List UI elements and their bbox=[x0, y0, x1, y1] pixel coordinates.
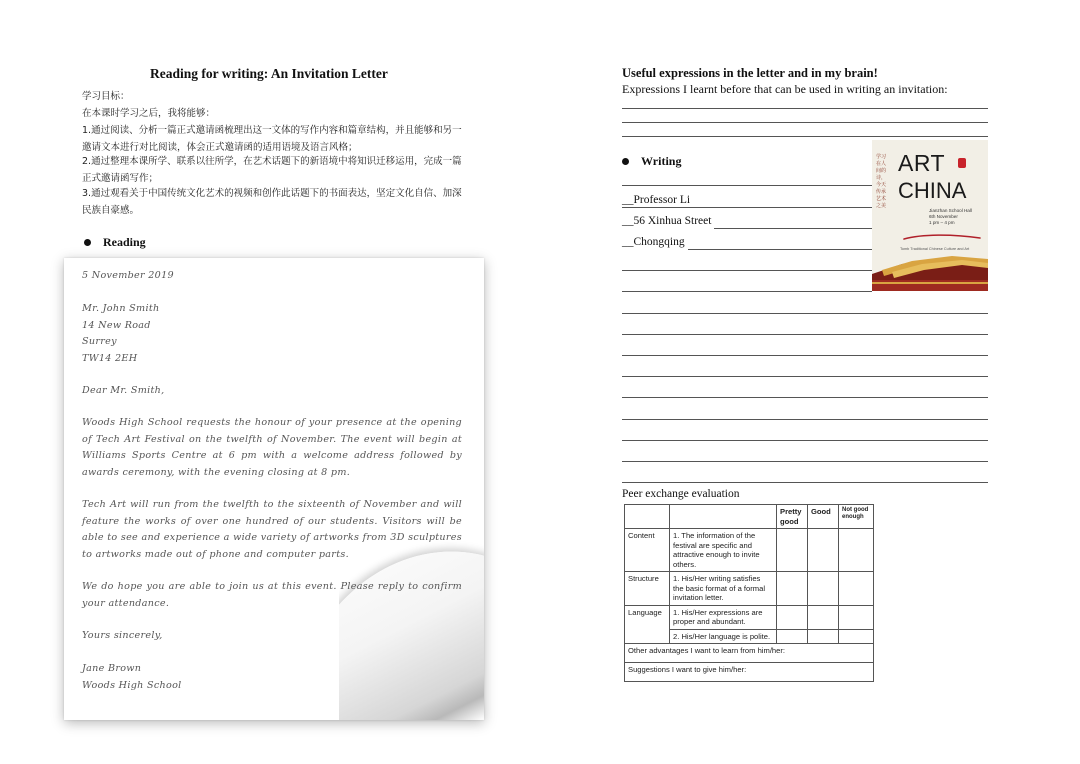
criterion-cell: 1. The information of the festival are specific and attractive enough to invite others. bbox=[670, 529, 777, 572]
peer-evaluation-title: Peer exchange evaluation bbox=[622, 488, 740, 500]
poster-china-title: CHINA bbox=[898, 178, 967, 203]
letter-paragraph: Woods High School requests the honour of your presence at the opening of Tech Art Festival on the twelfth of November. The event will begin at Williams Sports Centre at 6 pm with a welcome address followed by awards ceremony, with the evening closing at 8 pm. bbox=[82, 417, 462, 478]
category-cell: Content bbox=[625, 529, 670, 572]
recipient-name-line: __Professor Li bbox=[622, 194, 691, 206]
address-line: 14 New Road bbox=[82, 319, 151, 331]
letter-address bbox=[82, 301, 159, 367]
reading-heading-label: Reading bbox=[103, 235, 146, 249]
letter-date: 5 November 2019 bbox=[82, 270, 174, 281]
letter-signature bbox=[82, 661, 182, 694]
learning-goals-heading: 学习目标： bbox=[82, 91, 130, 102]
writing-line[interactable] bbox=[622, 397, 988, 398]
poster-date: 6th November bbox=[929, 214, 958, 219]
suggestions-cell[interactable]: Suggestions I want to give him/her: bbox=[625, 663, 874, 682]
header-not-good-enough: Not good enough bbox=[839, 505, 874, 529]
reading-heading bbox=[84, 235, 146, 250]
writing-line[interactable] bbox=[622, 122, 988, 123]
writing-line[interactable] bbox=[622, 419, 988, 420]
poster-tagline: Tomb Traditional Chinese Culture and Art bbox=[900, 247, 970, 251]
poster-art-title: ART bbox=[898, 150, 946, 176]
peer-evaluation-table bbox=[624, 504, 874, 682]
rating-cell[interactable] bbox=[839, 605, 874, 629]
writing-line[interactable] bbox=[714, 228, 872, 229]
writing-line[interactable] bbox=[622, 270, 872, 271]
pagoda-roof-icon bbox=[872, 252, 988, 291]
signature-school: Woods High School bbox=[82, 679, 182, 691]
category-cell: Structure bbox=[625, 572, 670, 606]
address-line: Surrey bbox=[82, 336, 117, 348]
rating-cell[interactable] bbox=[777, 629, 808, 644]
rating-cell[interactable] bbox=[839, 629, 874, 644]
table-row bbox=[625, 644, 874, 663]
criterion-cell: 2. His/Her language is polite. bbox=[670, 629, 777, 644]
recipient-street-line: __56 Xinhua Street bbox=[622, 215, 712, 227]
bullet-icon bbox=[84, 239, 91, 246]
learning-goal-2: 2.通过整理本课所学、联系以往所学，在艺术话题下的新语境中将知识迁移运用，完成一篇正式邀请函写作； bbox=[82, 156, 462, 184]
writing-line[interactable] bbox=[622, 207, 872, 208]
writing-line[interactable] bbox=[622, 313, 988, 314]
table-row bbox=[625, 663, 874, 682]
table-row bbox=[625, 572, 874, 606]
writing-heading-label: Writing bbox=[641, 154, 682, 168]
header-cell bbox=[625, 505, 670, 529]
letter-closing: Yours sincerely, bbox=[82, 630, 163, 641]
writing-heading bbox=[622, 154, 681, 169]
category-cell: Language bbox=[625, 605, 670, 644]
writing-line[interactable] bbox=[622, 355, 988, 356]
rating-cell[interactable] bbox=[839, 529, 874, 572]
rating-cell[interactable] bbox=[777, 572, 808, 606]
recipient-city-line: __Chongqing bbox=[622, 236, 685, 248]
learning-goal-3: 3.通过观看关于中国传统文化艺术的视频和创作此话题下的书面表达，坚定文化自信、加深民族自豪感。 bbox=[82, 188, 462, 216]
letter-paragraph: Tech Art will run from the twelfth to the sixteenth of November and will feature the works of over one hundred of our students. Visitors will be able to see and experience a wide variety of artworks from 3D sculptures to artworks made out of phone and computer parts. bbox=[82, 499, 462, 560]
writing-line[interactable] bbox=[622, 185, 872, 186]
rating-cell[interactable] bbox=[839, 572, 874, 606]
criterion-cell: 1. His/Her writing satisfies the basic format of a formal invitation letter. bbox=[670, 572, 777, 606]
art-china-poster bbox=[872, 140, 988, 291]
writing-line[interactable] bbox=[622, 108, 988, 109]
address-line: Mr. John Smith bbox=[82, 303, 160, 314]
rating-cell[interactable] bbox=[808, 529, 839, 572]
learning-goals-intro: 在本课时学习之后，我将能够： bbox=[82, 108, 216, 119]
useful-expressions-subtitle: Expressions I learnt before that can be used in writing an invitation: bbox=[622, 82, 948, 96]
criterion-cell: 1. His/Her expressions are proper and abundant. bbox=[670, 605, 777, 629]
writing-line[interactable] bbox=[622, 291, 872, 292]
writing-line[interactable] bbox=[688, 249, 872, 250]
address-line: TW14 2EH bbox=[82, 352, 138, 364]
rating-cell[interactable] bbox=[808, 605, 839, 629]
writing-line[interactable] bbox=[622, 136, 988, 137]
poster-venue: Jianzhan School Hall bbox=[929, 208, 972, 213]
poster-vertical-text: 学习在人间的诗，今天传承艺术之美 bbox=[876, 154, 887, 209]
writing-line[interactable] bbox=[622, 461, 988, 462]
letter-paragraph: We do hope you are able to join us at this event. Please reply to confirm your attendance. bbox=[82, 581, 462, 609]
header-pretty-good: Pretty good bbox=[777, 505, 808, 529]
brush-stroke-icon bbox=[902, 232, 982, 242]
table-row bbox=[625, 529, 874, 572]
poster-time: 1 pm – 4 pm bbox=[929, 220, 955, 225]
learning-goal-1: 1.通过阅读、分析一篇正式邀请函梳理出这一文体的写作内容和篇章结构，并且能够和另一邀请文本进行对比阅读，体会正式邀请函的适用语境及语言风格； bbox=[82, 125, 462, 153]
letter-salutation: Dear Mr. Smith, bbox=[82, 385, 165, 396]
signature-name: Jane Brown bbox=[82, 663, 142, 674]
bullet-icon bbox=[622, 158, 629, 165]
rating-cell[interactable] bbox=[808, 629, 839, 644]
rating-cell[interactable] bbox=[808, 572, 839, 606]
writing-line[interactable] bbox=[622, 482, 988, 483]
useful-expressions-title: Useful expressions in the letter and in my brain! bbox=[622, 66, 878, 80]
document-title: Reading for writing: An Invitation Letter bbox=[150, 66, 388, 81]
table-header-row bbox=[625, 505, 874, 529]
writing-line[interactable] bbox=[622, 440, 988, 441]
header-cell bbox=[670, 505, 777, 529]
red-seal-icon bbox=[958, 158, 966, 168]
rating-cell[interactable] bbox=[777, 529, 808, 572]
header-good: Good bbox=[808, 505, 839, 529]
other-advantages-cell[interactable]: Other advantages I want to learn from him/her: bbox=[625, 644, 874, 663]
table-row bbox=[625, 605, 874, 629]
writing-line[interactable] bbox=[622, 334, 988, 335]
rating-cell[interactable] bbox=[777, 605, 808, 629]
writing-line[interactable] bbox=[622, 376, 988, 377]
